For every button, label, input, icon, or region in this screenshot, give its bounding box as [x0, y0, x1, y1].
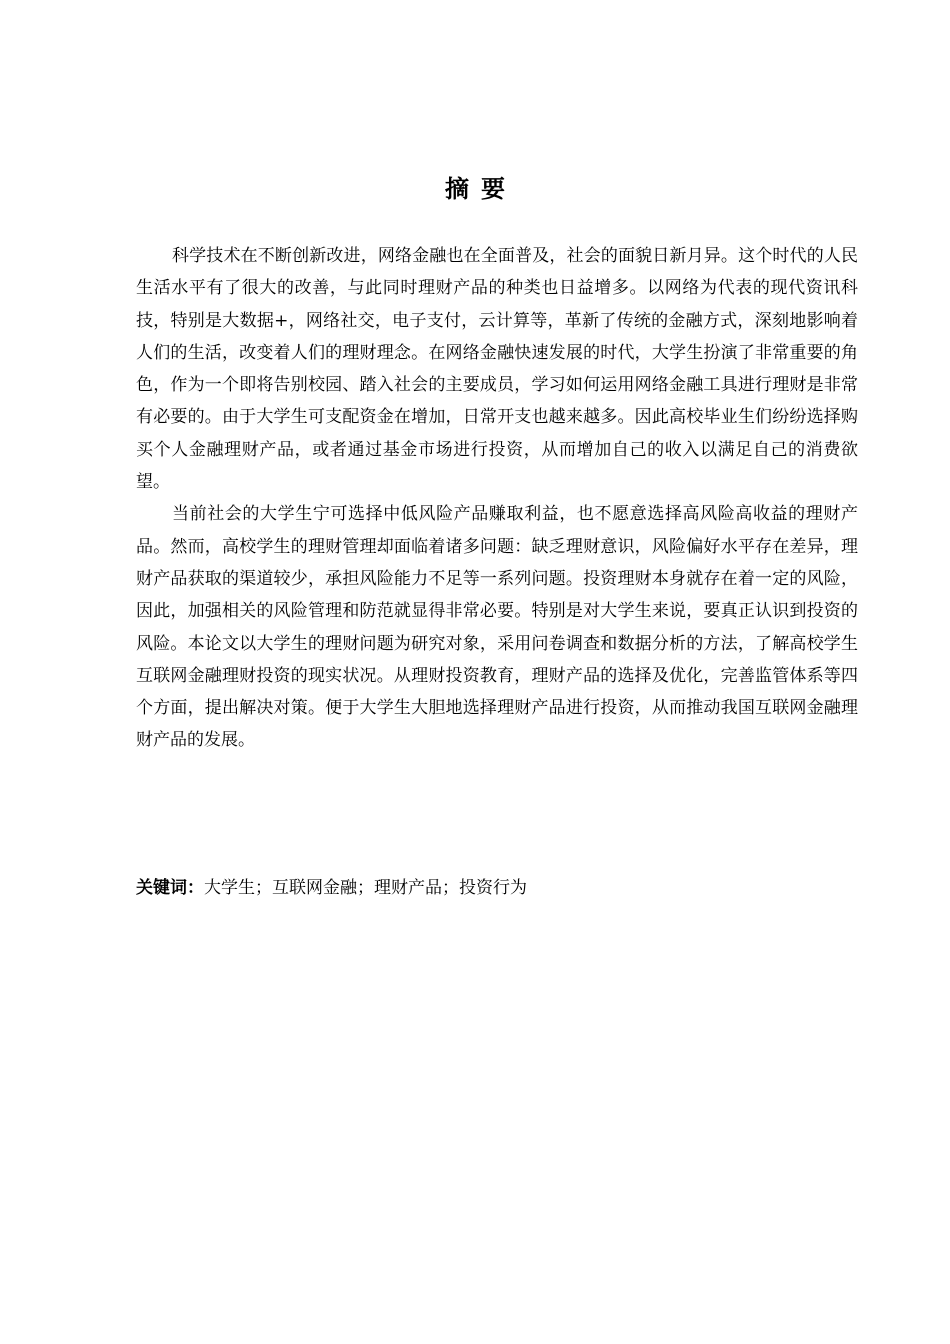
keywords-label: 关键词： [136, 878, 204, 898]
keywords-line [136, 872, 858, 904]
abstract-title: 摘要 [445, 175, 517, 203]
abstract-body [136, 240, 858, 757]
abstract-paragraph-1: 科学技术在不断创新改进，网络金融也在全面普及，社会的面貌日新月异。这个时代的人民生活水平有了很大的改善，与此同时理财产品的种类也日益增多。以网络为代表的现代资讯科技，特别是大数据+，网络社交，电子支付，云计算等，革新了传统的金融方式，深刻地影响着人们的生活，改变着人们的理财理念。在网络金融快速发展的时代，大学生扮演了非常重要的角色，作为一个即将告别校园、踏入社会的主要成员，学习如何运用网络金融工具进行理财是非常有必要的。由于大学生可支配资金在增加，日常开支也越来越多。因此高校毕业生们纷纷选择购买个人金融理财产品，或者通过基金市场进行投资，从而增加自己的收入以满足自己的消费欲望。 [136, 246, 858, 493]
abstract-paragraph-2: 当前社会的大学生宁可选择中低风险产品赚取利益，也不愿意选择高风险高收益的理财产品。然而，高校学生的理财管理却面临着诸多问题：缺乏理财意识，风险偏好水平存在差异，理财产品获取的渠道较少，承担风险能力不足等一系列问题。投资理财本身就存在着一定的风险，因此，加强相关的风险管理和防范就显得非常必要。特别是对大学生来说，要真正认识到投资的风险。本论文以大学生的理财问题为研究对象，采用问卷调查和数据分析的方法，了解高校学生互联网金融理财投资的现实状况。从理财投资教育，理财产品的选择及优化，完善监管体系等四个方面，提出解决对策。便于大学生大胆地选择理财产品进行投资，从而推动我国互联网金融理财产品的发展。 [136, 504, 858, 751]
keywords-text: 大学生；互联网金融；理财产品；投资行为 [204, 878, 527, 898]
